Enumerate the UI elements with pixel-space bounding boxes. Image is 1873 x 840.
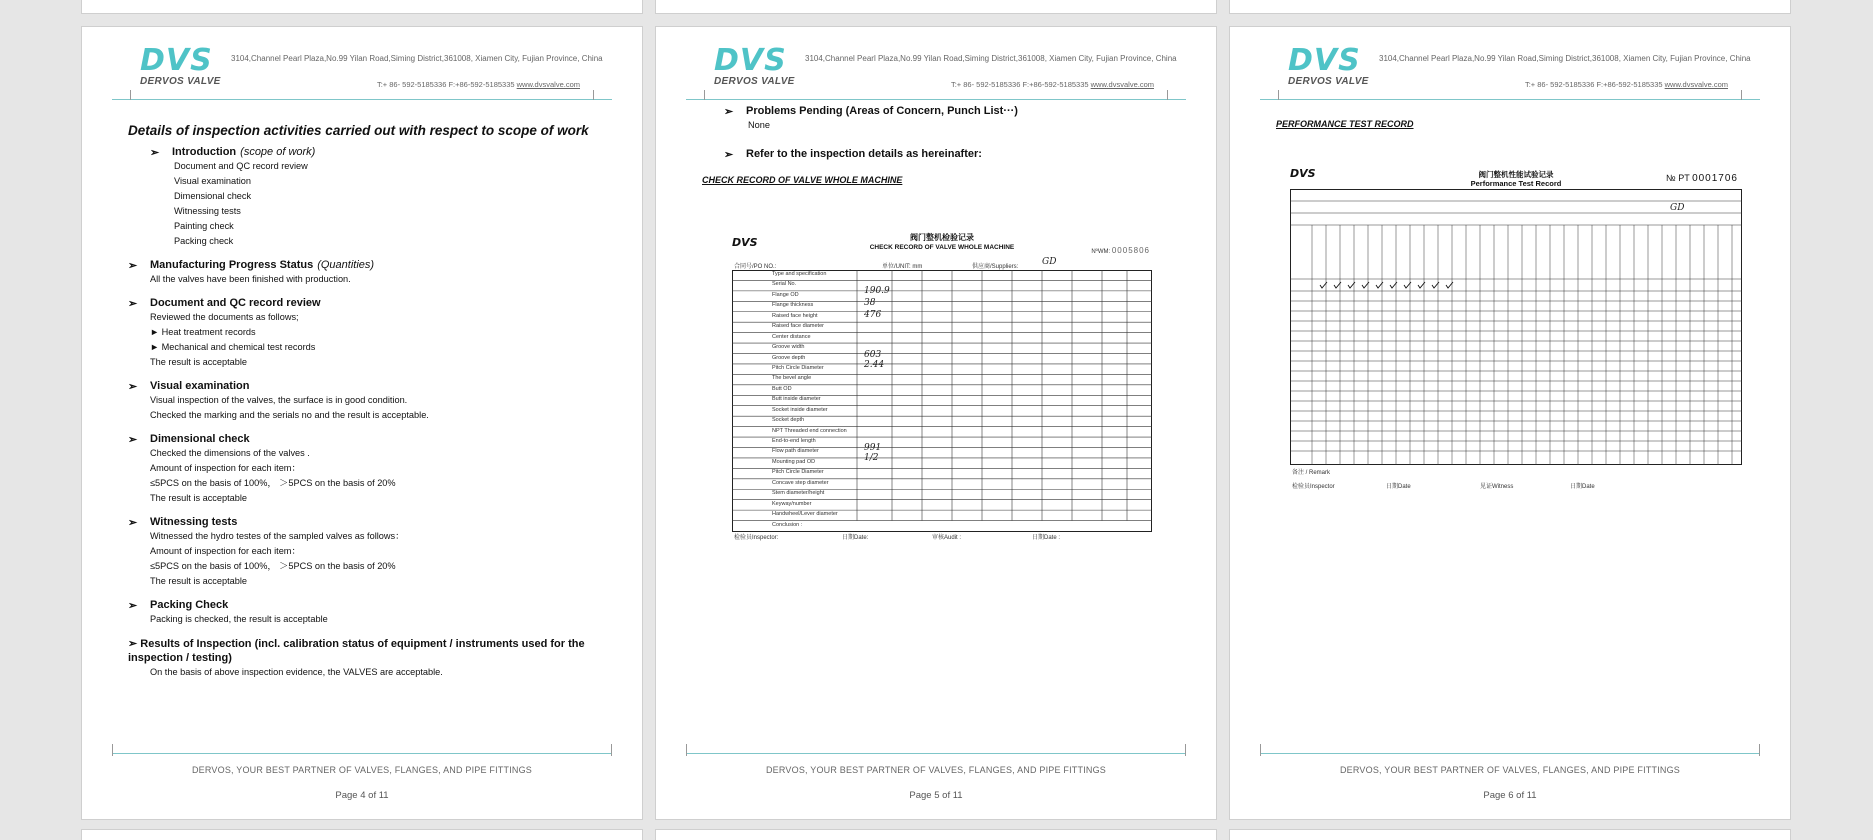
- section-heading: Dimensional check: [150, 433, 250, 445]
- results-section: [128, 637, 608, 680]
- supplier-value: GD: [1042, 257, 1057, 267]
- website-link[interactable]: www.dvsvalve.com: [1664, 80, 1728, 89]
- next-page-stub: [656, 830, 1216, 840]
- list-item: Checked the dimensions of the valves .: [150, 448, 310, 458]
- date-label: 日期Date: [1570, 484, 1595, 490]
- bullet-arrow-icon: ➢: [128, 381, 138, 393]
- handwritten-value: 603: [864, 350, 882, 360]
- list-item: Visual inspection of the valves, the surface is in good condition.: [150, 395, 408, 405]
- form-title-en: CHECK RECORD OF VALVE WHOLE MACHINE: [869, 244, 1015, 251]
- unit-label: 单位/UNIT: mm: [882, 264, 923, 270]
- section-title: Details of inspection activities carried out with respect to scope of work: [128, 123, 589, 138]
- company-contact: [1525, 80, 1728, 89]
- list-item: ► Mechanical and chemical test records: [150, 342, 316, 352]
- page-header: [82, 27, 642, 107]
- record-title: PERFORMANCE TEST RECORD: [1276, 119, 1414, 129]
- form-row-label: Socket depth: [772, 417, 805, 424]
- form-title-cn: 阀门整机性能试验记录: [1478, 170, 1554, 179]
- logo-name: DERVOS VALVE: [1288, 76, 1369, 87]
- company-logo: [140, 43, 230, 87]
- section-heading: Visual examination: [150, 380, 250, 392]
- bullet-arrow-icon: ➢: [724, 149, 734, 161]
- form-row-label: Flange thickness: [772, 302, 814, 309]
- phone-fax: T:+ 86- 592-5185336 F:+86-592-5185335: [376, 80, 515, 89]
- form-row-label: Type and specification: [772, 271, 827, 277]
- list-item: Painting check: [174, 221, 234, 231]
- document-page-5: [656, 27, 1216, 819]
- list-item: The result is acceptable: [150, 576, 248, 586]
- list-item: Dimensional check: [174, 191, 252, 201]
- section-heading-note: (Quantities): [317, 259, 375, 271]
- form-row-label: Conclusion :: [772, 521, 803, 528]
- company-contact: [377, 80, 580, 89]
- date-label: 日期Date:: [842, 535, 869, 541]
- form-row-label: Butt OD: [772, 385, 792, 392]
- form-no-value: 0001706: [1692, 173, 1738, 184]
- witnessing-section: [128, 516, 608, 589]
- form-title-cn: 阀门整机检验记录: [910, 233, 974, 242]
- list-item: Amount of inspection for each item：: [150, 463, 301, 473]
- pending-value: None: [748, 120, 770, 130]
- website-link[interactable]: www.dvsvalve.com: [1090, 80, 1154, 89]
- list-item: All the valves have been finished with production.: [150, 274, 351, 284]
- footer-tagline: DERVOS, YOUR BEST PARTNER OF VALVES, FLANGES, AND PIPE FITTINGS: [1339, 765, 1680, 775]
- form-row-label: Flange OD: [772, 291, 799, 298]
- bullet-arrow-icon: ➢: [128, 434, 138, 446]
- section-heading-note: (scope of work): [240, 146, 316, 158]
- website-link[interactable]: www.dvsvalve.com: [516, 80, 580, 89]
- form-row-label: Flow path diameter: [772, 448, 819, 455]
- list-item: Packing check: [174, 236, 234, 246]
- footer-tagline: DERVOS, YOUR BEST PARTNER OF VALVES, FLANGES, AND PIPE FITTINGS: [765, 765, 1106, 775]
- phone-fax: T:+ 86- 592-5185336 F:+86-592-5185335: [1524, 80, 1663, 89]
- document-page-6: [1230, 27, 1790, 819]
- handwritten-value: 1/2: [864, 453, 879, 463]
- header-divider: [686, 99, 1186, 100]
- form-row-label: Butt inside diameter: [772, 396, 821, 403]
- next-page-stub: [1230, 830, 1790, 840]
- page-header: [1230, 27, 1790, 107]
- next-page-stub: [82, 830, 642, 840]
- form-row-label: Groove depth: [772, 354, 806, 361]
- form-row-label: Keyway/number: [772, 500, 812, 507]
- handwritten-value: 2.44: [864, 360, 885, 370]
- bullet-arrow-icon: ➢: [724, 106, 734, 118]
- footer-divider: [112, 753, 612, 754]
- logo-mark: DVS: [714, 43, 787, 78]
- list-item: Checked the marking and the serials no and the result is acceptable.: [150, 410, 429, 420]
- form-row-label: Mounting pad OD: [772, 458, 816, 465]
- packing-section: [128, 599, 608, 627]
- form-row-label: Center distance: [772, 333, 811, 340]
- form-no-label: NºWM:: [1091, 249, 1111, 255]
- check-record-scan: [732, 230, 1152, 540]
- section-heading: Problems Pending (Areas of Concern, Punch List···): [746, 105, 1018, 117]
- page-number: Page 4 of 11: [335, 790, 389, 801]
- page-header: [656, 27, 1216, 107]
- inspector-label: 检验员Inspector:: [734, 535, 779, 541]
- handwritten-value: 190.9: [864, 286, 890, 296]
- inspector-label: 检验员Inspector: [1292, 484, 1335, 490]
- company-address: 3104,Channel Pearl Plaza,No.99 Yilan Road,Siming District,361008, Xiamen City, Fujian Province, China: [231, 54, 603, 63]
- page-body: [702, 105, 1182, 185]
- bullet-arrow-icon: ➢: [150, 147, 160, 159]
- performance-test-grid: [1290, 189, 1742, 465]
- audit-label: 审核Audit :: [932, 535, 962, 541]
- list-item: Reviewed the documents as follows;: [150, 312, 299, 322]
- company-address: 3104,Channel Pearl Plaza,No.99 Yilan Road,Siming District,361008, Xiamen City, Fujian Province, China: [805, 54, 1177, 63]
- section-heading: Packing Check: [150, 599, 229, 611]
- bullet-arrow-icon: ➢: [128, 298, 138, 310]
- list-item: Amount of inspection for each item：: [150, 546, 301, 556]
- list-item: The result is acceptable: [150, 357, 248, 367]
- previous-page-stub: [1230, 0, 1790, 13]
- list-item: Visual examination: [174, 176, 251, 186]
- bullet-arrow-icon: ➢: [128, 600, 138, 612]
- logo-mark: DVS: [1288, 43, 1361, 78]
- list-item: The result is acceptable: [150, 493, 248, 503]
- page-number: Page 6 of 11: [1483, 790, 1537, 801]
- document-review-section: [128, 297, 608, 370]
- date-label: 日期Date :: [1032, 535, 1061, 541]
- company-logo: [1288, 43, 1378, 87]
- remark-label: 备注 / Remark: [1292, 470, 1331, 476]
- form-row-label: Stem diameter/height: [772, 490, 825, 497]
- section-heading: Results of Inspection (incl. calibration status of equipment / instruments used for the inspection / testing): [128, 638, 585, 664]
- form-logo: DVS: [732, 236, 758, 249]
- form-title-en: Performance Test Record: [1470, 179, 1562, 188]
- phone-fax: T:+ 86- 592-5185336 F:+86-592-5185335: [950, 80, 1089, 89]
- previous-page-stub: [82, 0, 642, 13]
- header-divider: [112, 99, 612, 100]
- supplier-value: GD: [1670, 203, 1685, 213]
- visual-section: [128, 380, 608, 423]
- list-item: On the basis of above inspection evidence, the VALVES are acceptable.: [150, 667, 443, 677]
- po-label: 合同号/PO NO.:: [734, 264, 777, 270]
- form-row-label: Concave step diameter: [772, 479, 829, 486]
- form-row-label: End-to-end length: [772, 438, 816, 445]
- handwritten-value: 476: [864, 310, 882, 320]
- page-body: [128, 123, 608, 690]
- date-label: 日期Date: [1386, 484, 1411, 490]
- list-item: ► Heat treatment records: [150, 327, 256, 337]
- company-contact: [951, 80, 1154, 89]
- section-heading: Document and QC record review: [150, 297, 321, 309]
- list-item: Witnessed the hydro testes of the sampled valves as follows：: [150, 531, 405, 541]
- form-no-value: 0005806: [1111, 246, 1150, 255]
- page-number: Page 5 of 11: [909, 790, 963, 801]
- footer-divider: [686, 753, 1186, 754]
- form-row-label: Handwheel/Lever diameter: [772, 511, 838, 518]
- form-row-label: Raised face height: [772, 312, 818, 319]
- footer-divider: [1260, 753, 1760, 754]
- footer-tagline: DERVOS, YOUR BEST PARTNER OF VALVES, FLANGES, AND PIPE FITTINGS: [191, 765, 532, 775]
- list-item: Witnessing tests: [174, 206, 241, 216]
- document-page-4: [82, 27, 642, 819]
- form-row-label: Serial No.: [772, 281, 797, 288]
- company-logo: [714, 43, 804, 87]
- form-row-label: NPT Threaded end connection: [772, 427, 847, 434]
- bullet-arrow-icon: ➢: [128, 638, 141, 650]
- section-heading: Manufacturing Progress Status: [150, 259, 314, 271]
- bullet-arrow-icon: ➢: [128, 260, 138, 272]
- logo-name: DERVOS VALVE: [714, 76, 795, 87]
- form-row-label: Pitch Circle Diameter: [772, 469, 824, 476]
- logo-mark: DVS: [140, 43, 213, 78]
- form-logo: DVS: [1290, 167, 1316, 180]
- form-row-label: The bevel angle: [772, 375, 812, 382]
- handwritten-value: 38: [864, 298, 876, 308]
- list-item: ≤5PCS on the basis of 100%， ＞5PCS on the basis of 20%: [150, 478, 396, 488]
- introduction-section: [128, 146, 608, 249]
- form-no-label: № PT: [1666, 173, 1690, 183]
- list-item: Packing is checked, the result is acceptable: [150, 614, 328, 624]
- form-row-label: Groove width: [772, 344, 805, 351]
- section-heading: Introduction: [172, 146, 237, 158]
- record-title: CHECK RECORD OF VALVE WHOLE MACHINE: [702, 175, 903, 185]
- dimensional-section: [128, 433, 608, 506]
- supplier-label: 供应商/Suppliers:: [972, 264, 1019, 270]
- form-row-label: Raised face diameter: [772, 323, 824, 330]
- company-address: 3104,Channel Pearl Plaza,No.99 Yilan Road,Siming District,361008, Xiamen City, Fujian Province, China: [1379, 54, 1751, 63]
- handwritten-value: 991: [864, 443, 882, 453]
- witness-label: 见证Witness: [1480, 484, 1514, 490]
- header-divider: [1260, 99, 1760, 100]
- section-heading: Refer to the inspection details as hereinafter:: [746, 148, 982, 160]
- bullet-arrow-icon: ➢: [128, 517, 138, 529]
- list-item: ≤5PCS on the basis of 100%， ＞5PCS on the basis of 20%: [150, 561, 396, 571]
- list-item: Document and QC record review: [174, 161, 308, 171]
- performance-test-scan: [1290, 163, 1742, 493]
- previous-page-stub: [656, 0, 1216, 13]
- form-row-label: Socket inside diameter: [772, 406, 828, 413]
- form-row-label: Pitch Circle Diameter: [772, 364, 824, 371]
- logo-name: DERVOS VALVE: [140, 76, 221, 87]
- section-heading: Witnessing tests: [150, 516, 238, 528]
- manufacturing-section: [128, 259, 608, 287]
